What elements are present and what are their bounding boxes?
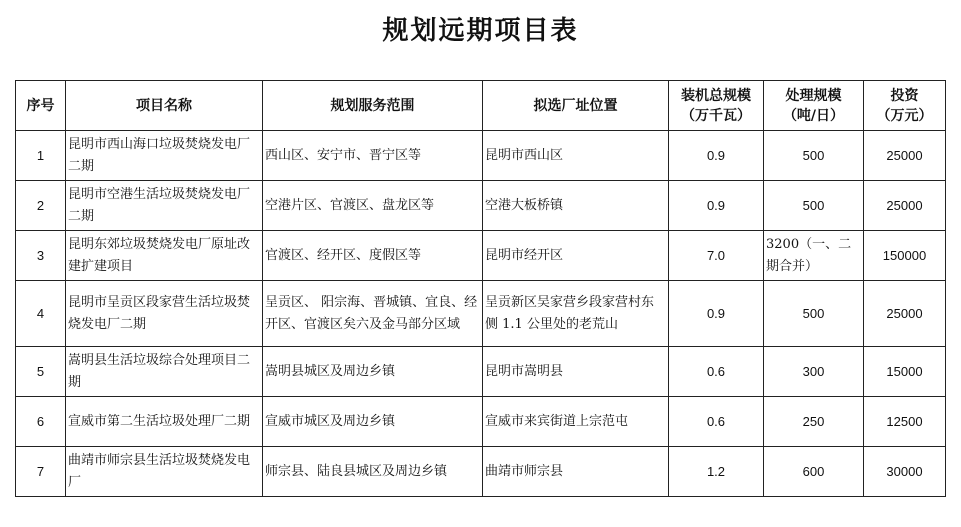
cell-name: 昆明市呈贡区段家营生活垃圾焚烧发电厂二期 (66, 281, 263, 347)
cell-capacity: 0.9 (669, 281, 764, 347)
cell-seq: 7 (16, 447, 66, 497)
cell-name: 昆明市西山海口垃圾焚烧发电厂二期 (66, 131, 263, 181)
cell-seq: 2 (16, 181, 66, 231)
cell-site: 宣威市来宾街道上宗范屯 (483, 397, 669, 447)
cell-invest: 15000 (864, 347, 946, 397)
header-capacity-line1: 装机总规模 (681, 87, 751, 104)
table-row (16, 231, 946, 281)
cell-name: 宣威市第二生活垃圾处理厂二期 (66, 397, 263, 447)
cell-site: 昆明市经开区 (483, 231, 669, 281)
cell-seq: 4 (16, 281, 66, 347)
cell-invest: 25000 (864, 131, 946, 181)
cell-seq: 5 (16, 347, 66, 397)
header-scope: 规划服务范围 (263, 81, 483, 131)
cell-name: 嵩明县生活垃圾综合处理项目二期 (66, 347, 263, 397)
table-row (16, 281, 946, 347)
cell-site: 空港大板桥镇 (483, 181, 669, 231)
cell-scope: 空港片区、官渡区、盘龙区等 (263, 181, 483, 231)
cell-throughput: 300 (764, 347, 864, 397)
header-site: 拟选厂址位置 (483, 81, 669, 131)
table-row (16, 347, 946, 397)
cell-site: 昆明市嵩明县 (483, 347, 669, 397)
cell-invest: 30000 (864, 447, 946, 497)
table-row (16, 181, 946, 231)
cell-site: 昆明市西山区 (483, 131, 669, 181)
cell-scope: 嵩明县城区及周边乡镇 (263, 347, 483, 397)
header-throughput-line2: （吨/日） (782, 107, 845, 124)
cell-name: 曲靖市师宗县生活垃圾焚烧发电厂 (66, 447, 263, 497)
cell-capacity: 0.9 (669, 181, 764, 231)
cell-name: 昆明市空港生活垃圾焚烧发电厂二期 (66, 181, 263, 231)
header-invest (864, 81, 946, 131)
cell-throughput: 250 (764, 397, 864, 447)
cell-scope: 呈贡区、 阳宗海、晋城镇、宜良、经开区、官渡区矣六及金马部分区域 (263, 281, 483, 347)
cell-site: 曲靖市师宗县 (483, 447, 669, 497)
header-capacity (669, 81, 764, 131)
cell-throughput: 600 (764, 447, 864, 497)
cell-capacity: 0.6 (669, 347, 764, 397)
table-header-row (16, 81, 946, 131)
header-seq: 序号 (16, 81, 66, 131)
cell-throughput: 500 (764, 281, 864, 347)
cell-invest: 150000 (864, 231, 946, 281)
table-row (16, 447, 946, 497)
cell-invest: 25000 (864, 281, 946, 347)
cell-scope: 宣威市城区及周边乡镇 (263, 397, 483, 447)
header-invest-line2: （万元） (876, 107, 933, 124)
project-table (15, 80, 946, 497)
header-throughput (764, 81, 864, 131)
cell-scope: 官渡区、经开区、度假区等 (263, 231, 483, 281)
header-invest-line1: 投资 (890, 87, 919, 104)
cell-capacity: 7.0 (669, 231, 764, 281)
header-capacity-line2: （万千瓦） (681, 107, 751, 124)
cell-invest: 12500 (864, 397, 946, 447)
cell-throughput: 500 (764, 181, 864, 231)
cell-site: 呈贡新区吴家营乡段家营村东侧 1.1 公里处的老荒山 (483, 281, 669, 347)
cell-scope: 西山区、安宁市、晋宁区等 (263, 131, 483, 181)
table-row (16, 131, 946, 181)
header-name: 项目名称 (66, 81, 263, 131)
page-title: 规划远期项目表 (382, 16, 579, 46)
table-row (16, 397, 946, 447)
header-throughput-line1: 处理规模 (785, 87, 842, 104)
cell-seq: 6 (16, 397, 66, 447)
cell-invest: 25000 (864, 181, 946, 231)
cell-capacity: 1.2 (669, 447, 764, 497)
cell-capacity: 0.6 (669, 397, 764, 447)
cell-scope: 师宗县、陆良县城区及周边乡镇 (263, 447, 483, 497)
cell-name: 昆明东郊垃圾焚烧发电厂原址改建扩建项目 (66, 231, 263, 281)
cell-throughput: 500 (764, 131, 864, 181)
cell-throughput: 3200（一、二期合并） (764, 231, 864, 281)
cell-seq: 3 (16, 231, 66, 281)
cell-seq: 1 (16, 131, 66, 181)
cell-capacity: 0.9 (669, 131, 764, 181)
